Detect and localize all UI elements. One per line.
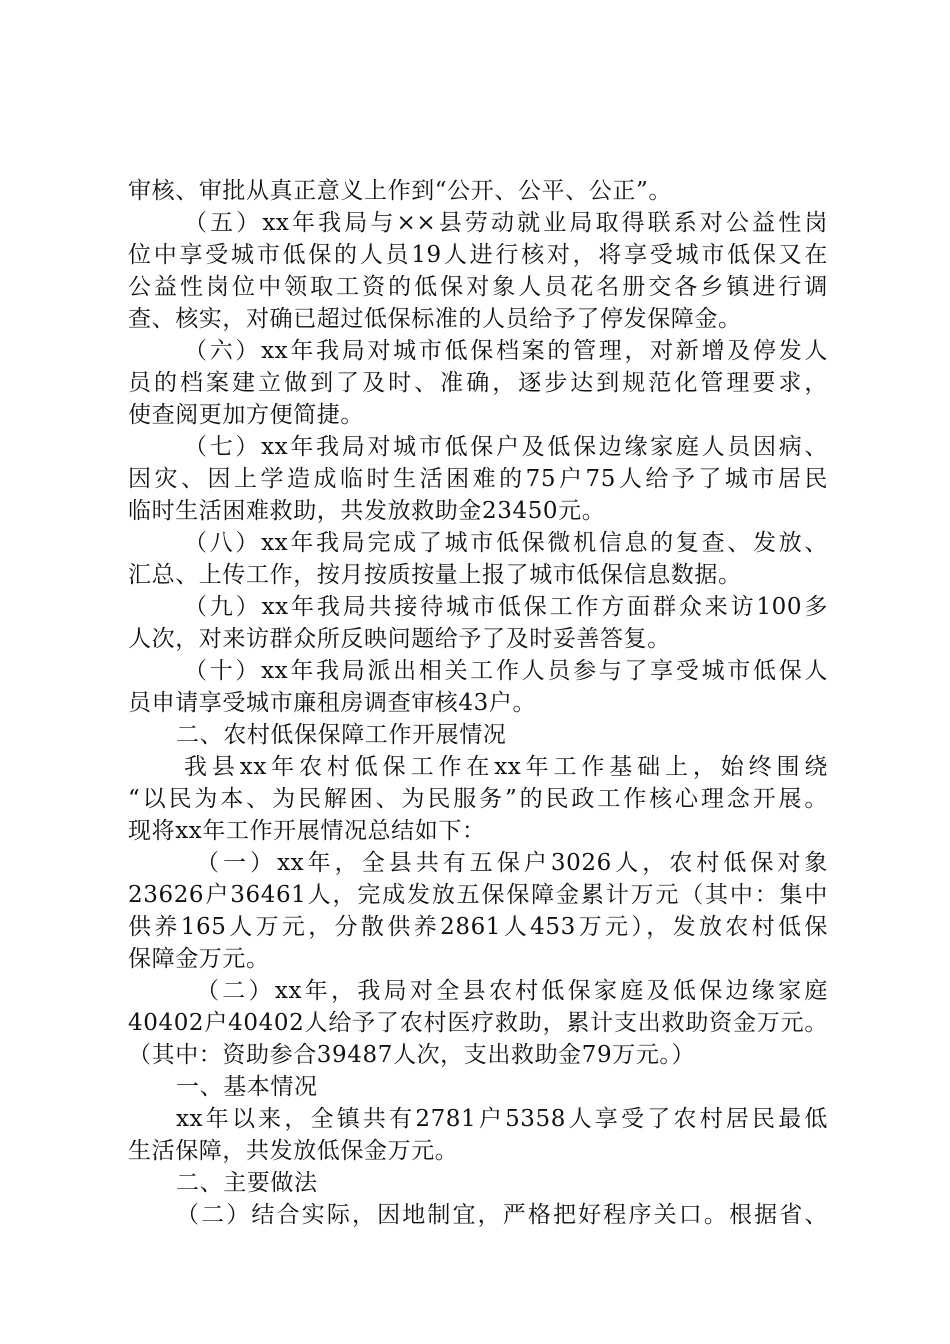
paragraph-line: （一）xx年，全县共有五保户3026人，农村低保对象 [196,850,828,876]
paragraph-line: 因灾、因上学造成临时生活困难的75户75人给予了城市居民 [128,466,828,492]
paragraph-line: （五）xx年我局与××县劳动就业局取得联系对公益性岗 [184,210,828,236]
paragraph-line: 使查阅更加方便简捷。 [128,402,364,428]
section-heading: 二、主要做法 [176,1170,318,1196]
paragraph-line: xx年以来，全镇共有2781户5358人享受了农村居民最低 [176,1106,828,1132]
paragraph-line: （其中：资助参合39487人次，支出救助金79万元。） [128,1042,696,1068]
paragraph-line: （九）xx年我局共接待城市低保工作方面群众来访100多 [184,594,828,620]
paragraph-line: 23626户36461人，完成发放五保保障金累计万元（其中：集中 [128,882,828,908]
section-heading: 一、基本情况 [176,1074,318,1100]
paragraph-line: 位中享受城市低保的人员19人进行核对，将享受城市低保又在 [128,242,828,268]
paragraph-line: 临时生活困难救助，共发放救助金23450元。 [128,498,606,524]
paragraph-line: 员的档案建立做到了及时、准确，逐步达到规范化管理要求， [128,370,828,396]
paragraph-line: 查、核实，对确已超过低保标准的人员给予了停发保障金。 [128,306,742,332]
section-heading: 二、农村低保保障工作开展情况 [176,722,507,748]
paragraph-line: 生活保障，共发放低保金万元。 [128,1138,459,1164]
paragraph-line: 40402户40402人给予了农村医疗救助，累计支出救助资金万元。 [128,1010,828,1036]
paragraph-line: （八）xx年我局完成了城市低保微机信息的复查、发放、 [184,530,828,556]
paragraph-line: 供养165人万元，分散供养2861人453万元），发放农村低保 [128,914,828,940]
paragraph-line: 保障金万元。 [128,946,270,972]
paragraph-line: （六）xx年我局对城市低保档案的管理，对新增及停发人 [184,338,828,364]
paragraph-line: （十）xx年我局派出相关工作人员参与了享受城市低保人 [184,658,828,684]
paragraph-line: 汇总、上传工作，按月按质按量上报了城市低保信息数据。 [128,562,742,588]
paragraph-line: （七）xx年我局对城市低保户及低保边缘家庭人员因病、 [184,434,828,460]
paragraph-line: （二）xx年，我局对全县农村低保家庭及低保边缘家庭 [196,978,828,1004]
paragraph-line: “以民为本、为民解困、为民服务”的民政工作核心理念开展。 [128,786,828,812]
paragraph-line: 员申请享受城市廉租房调查审核43户。 [128,690,537,716]
paragraph-line: （二）结合实际，因地制宜，严格把好程序关口。根据省、 [176,1202,828,1228]
paragraph-line: 现将xx年工作开展情况总结如下： [128,818,486,844]
paragraph-line: 我县xx年农村低保工作在xx年工作基础上，始终围绕 [184,754,828,780]
paragraph-line: 人次，对来访群众所反映问题给予了及时妥善答复。 [128,626,671,652]
paragraph-line: 公益性岗位中领取工资的低保对象人员花名册交各乡镇进行调 [128,274,828,300]
paragraph-line: 审核、审批从真正意义上作到“公开、公平、公正”。 [128,178,672,204]
